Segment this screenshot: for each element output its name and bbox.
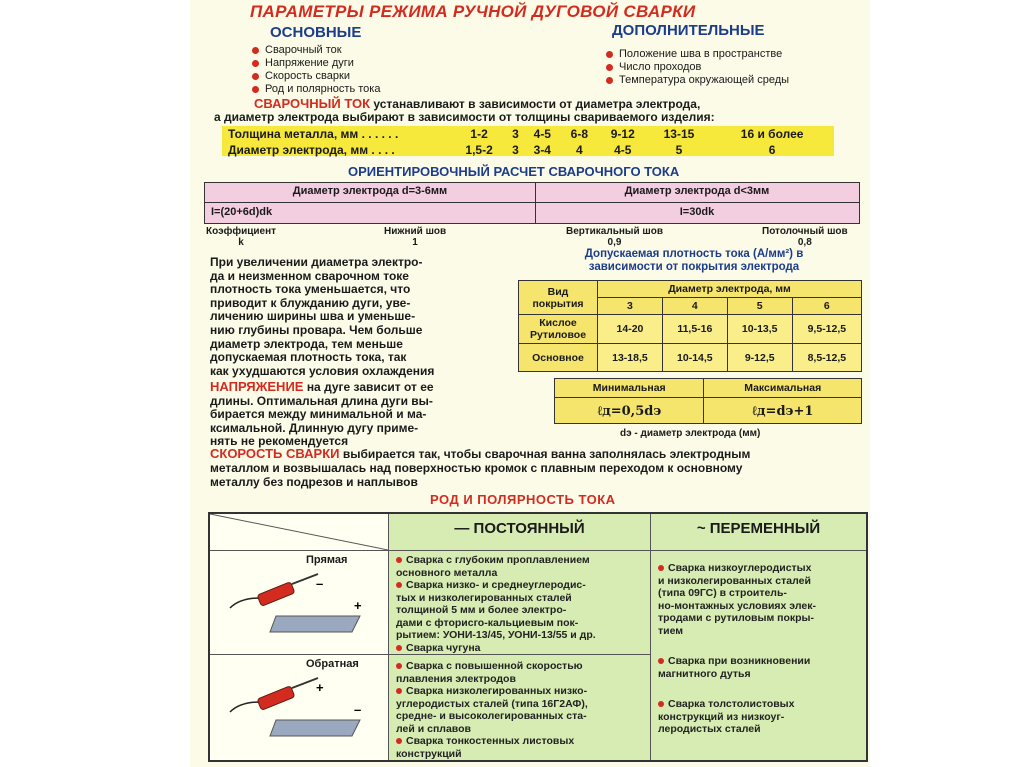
- list-item: Скорость сварки: [252, 70, 380, 83]
- direct-label: Прямая: [306, 554, 348, 566]
- bullet-icon: [252, 47, 259, 54]
- list-item: Сварка низкоуглеродистых и низколегированных сталей (типа 09ГС) в строитель- но-монтажных условиях элек- тродами с рутиловым покры- тием: [658, 562, 816, 637]
- table-row: Минимальная Максимальная: [555, 379, 862, 398]
- table-row: Диаметр электрода, мм . . . . 1,5-2 3 3-4 4 4-5 5 6: [228, 143, 776, 157]
- page-title: ПАРАМЕТРЫ РЕЖИМА РУЧНОЙ ДУГОВОЙ СВАРКИ: [250, 2, 696, 21]
- density-heading: Допускаемая плотность тока (А/мм²) в зависимости от покрытия электрода: [584, 248, 804, 273]
- list-item: Сварка тонкостенных листовых конструкций: [396, 735, 575, 760]
- coef-pos2: Вертикальный шов 0,9: [566, 226, 663, 248]
- direct-items: [396, 554, 648, 654]
- list-item: Сварка толстолистовых конструкций из низкоуг- леродистых сталей: [658, 698, 795, 735]
- calc-left-head: Диаметр электрода d=3-6мм: [292, 185, 448, 197]
- reverse-items: [396, 660, 648, 760]
- calc-right-formula: I=30dk: [679, 206, 715, 218]
- main-params-heading: ОСНОВНЫЕ: [270, 24, 362, 41]
- list-item: Напряжение дуги: [252, 57, 380, 70]
- calc-right-head: Диаметр электрода d<3мм: [624, 185, 770, 197]
- arc-length-table: [554, 378, 862, 424]
- extra-params-heading: ДОПОЛНИТЕЛЬНЫЕ: [612, 22, 765, 39]
- minus-sign: –: [316, 576, 324, 591]
- voltage-text: НАПРЯЖЕНИЕ на дуге зависит от ее длины. Оптимальная длина дуги вы- бирается между минимальной и ма- ксимальной. Длинную дугу приме- нять не рекомендуется: [210, 379, 434, 449]
- table-row: Толщина металла, мм . . . . . . 1-2 3 4-5 6-8 9-12 13-15 16 и более: [228, 127, 804, 141]
- bullet-icon: [606, 51, 613, 58]
- table-row: 3 4 5 6: [519, 298, 862, 315]
- calc-left-formula: I=(20+6d)dk: [211, 206, 273, 218]
- speed-text: СКОРОСТЬ СВАРКИ выбирается так, чтобы сварочная ванна заполнялась электродным металлом и возвышалась над поверхностью кромок с плавным переходом к основному металлу без подрезов и наплывов: [210, 446, 751, 489]
- main-params-list: [252, 44, 380, 96]
- bullet-icon: [252, 60, 259, 67]
- coef-label: Коэффициент k: [206, 226, 277, 248]
- reverse-label: Обратная: [306, 658, 359, 670]
- table-row: ℓд=0,5dэ ℓд=dэ+1: [555, 398, 862, 424]
- plus-sign: +: [354, 598, 362, 613]
- bullet-icon: [252, 86, 259, 93]
- table-row: Основное 13-18,5 10-14,5 9-12,5 8,5-12,5: [519, 344, 862, 372]
- bullet-icon: [396, 688, 402, 694]
- electrode-note: dэ - диаметр электрода (мм): [620, 428, 761, 439]
- table-row: Кислое Рутиловое 14-20 11,5-16 10-13,5 9,5-12,5: [519, 315, 862, 344]
- calc-box: [204, 182, 860, 224]
- bullet-icon: [396, 645, 402, 651]
- bullet-icon: [606, 77, 613, 84]
- ac-items: [658, 562, 862, 736]
- dc-header: — ПОСТОЯННЫЙ: [454, 520, 585, 537]
- extra-params-list: [606, 48, 789, 87]
- list-item: Число проходов: [606, 61, 789, 74]
- bullet-icon: [252, 73, 259, 80]
- minus-sign: –: [354, 702, 362, 717]
- polarity-table: [208, 512, 868, 762]
- current-intro-line2: а диаметр электрода выбирают в зависимости от толщины свариваемого изделия:: [214, 110, 715, 124]
- bullet-icon: [396, 582, 402, 588]
- density-table: [518, 280, 862, 372]
- bullet-icon: [658, 701, 664, 707]
- bullet-icon: [658, 658, 664, 664]
- bullet-icon: [606, 64, 613, 71]
- bullet-icon: [396, 738, 402, 744]
- ac-header: ~ ПЕРЕМЕННЫЙ: [696, 520, 821, 537]
- electrode-direct-illustration: [220, 568, 380, 648]
- coef-pos3: Потолочный шов 0,8: [762, 226, 848, 248]
- list-item: Сварка чугуна: [396, 642, 648, 655]
- bullet-icon: [396, 663, 402, 669]
- electrode-reverse-illustration: [220, 672, 380, 752]
- calc-heading: ОРИЕНТИРОВОЧНЫЙ РАСЧЕТ СВАРОЧНОГО ТОКА: [348, 164, 680, 179]
- list-item: Температура окружающей среды: [606, 74, 789, 87]
- polarity-heading: РОД И ПОЛЯРНОСТЬ ТОКА: [430, 492, 616, 507]
- density-text: При увеличении диаметра электро- да и неизменном сварочном токе плотность тока уменьшается, что приводит к блужданию дуги, уве- личению ширины шва и уменьше- нию глубины провара. Чем больше диаметр электрода, тем меньше допускаемая плотность тока, так как ухудшаются условия охлаждения: [210, 255, 435, 378]
- list-item: Положение шва в пространстве: [606, 48, 789, 61]
- bullet-icon: [658, 565, 664, 571]
- list-item: Сварка низко- и среднеуглеродис- тых и низколегированных сталей толщиной 5 мм и более электро- дами с фторисго-кальциевым пок- рытием: УОНИ-13/45, УОНИ-13/55 и др.: [396, 579, 596, 641]
- thickness-table: [222, 126, 834, 156]
- bullet-icon: [396, 557, 402, 563]
- list-item: Род и полярность тока: [252, 83, 380, 96]
- coef-pos1: Нижний шов 1: [384, 226, 447, 248]
- current-intro: СВАРОЧНЫЙ ТОК устанавливают в зависимости от диаметра электрода,: [254, 96, 701, 111]
- list-item: Сварка при возникновении магнитного дутья: [658, 655, 811, 680]
- list-item: Сварка с глубоким проплавлением основного металла: [396, 554, 590, 579]
- list-item: Сварка с повышенной скоростью плавления электродов: [396, 660, 583, 685]
- list-item: Сварочный ток: [252, 44, 380, 57]
- header-diagonal: [210, 514, 388, 550]
- table-row: Вид покрытия Диаметр электрода, мм: [519, 281, 862, 298]
- plus-sign: +: [316, 680, 324, 695]
- list-item: Сварка низколегированных низко- углеродистых сталей (типа 16Г2АФ), средне- и высоколегированных ста- лей и сплавов: [396, 685, 588, 735]
